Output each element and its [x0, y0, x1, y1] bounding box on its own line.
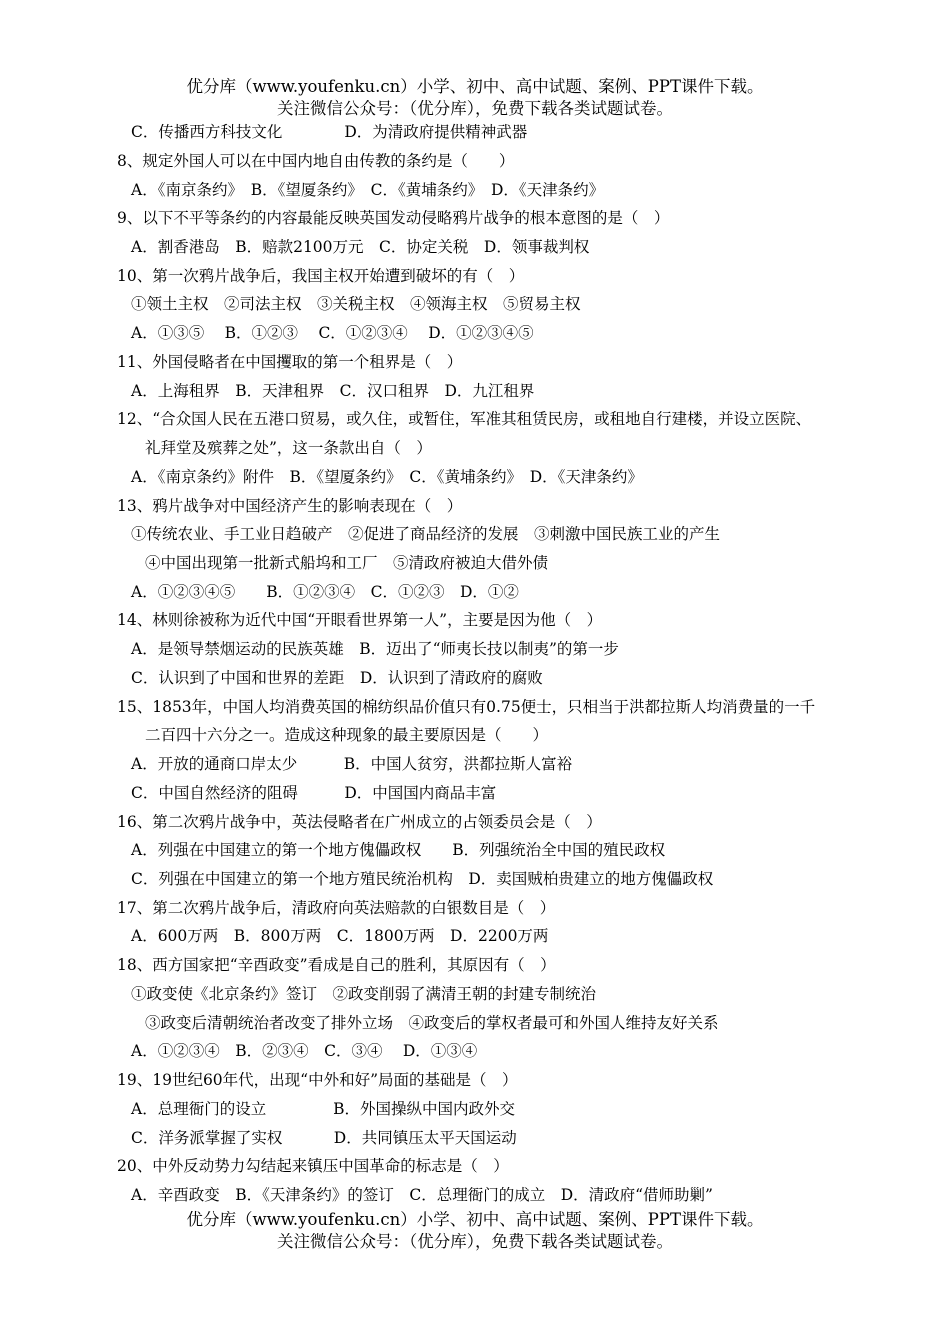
options-10: A．①③⑤ B．①②③ C．①②③④ D．①②③④⑤	[131, 324, 534, 342]
options-19b: C．洋务派掌握了实权 D．共同镇压太平天国运动	[131, 1129, 517, 1147]
options-13: A．①②③④⑤ B．①②③④ C．①②③ D．①②	[131, 583, 519, 601]
items-18a: ①政变使《北京条约》签订 ②政变削弱了满清王朝的封建专制统治	[131, 985, 597, 1003]
option-line: C．传播西方科技文化 D．为清政府提供精神武器	[131, 123, 528, 141]
options-18: A．①②③④ B．②③④ C．③④ D．①③④	[131, 1042, 478, 1060]
question-19: 19、19世纪60年代，出现“中外和好”局面的基础是（ ）	[117, 1071, 518, 1089]
question-15: 15、1853年，中国人均消费英国的棉纺织品价值只有0.75便士，只相当于洪都拉斯人均消费量的一千	[117, 698, 816, 716]
question-17: 17、第二次鸦片战争后，清政府向英法赔款的白银数目是（ ）	[117, 899, 556, 917]
question-8: 8、规定外国人可以在中国内地自由传教的条约是（ ）	[117, 152, 515, 170]
question-13: 13、鸦片战争对中国经济产生的影响表现在（ ）	[117, 497, 463, 515]
options-16b: C．列强在中国建立的第一个地方殖民统治机构 D．卖国贼柏贵建立的地方傀儡政权	[131, 870, 714, 888]
options-12: A．《南京条约》附件 B．《望厦条约》 C．《黄埔条约》 D．《天津条约》	[131, 468, 643, 486]
question-14: 14、林则徐被称为近代中国“开眼看世界第一人”，主要是因为他（ ）	[117, 611, 603, 629]
options-8: A．《南京条约》 B．《望厦条约》 C．《黄埔条约》 D．《天津条约》	[131, 181, 605, 199]
options-14b: C．认识到了中国和世界的差距 D．认识到了清政府的腐败	[131, 669, 543, 687]
question-18: 18、西方国家把“辛酉政变”看成是自己的胜利，其原因有（ ）	[117, 956, 556, 974]
question-9: 9、以下不平等条约的内容最能反映英国发动侵略鸦片战争的根本意图的是（ ）	[117, 209, 670, 227]
options-16a: A．列强在中国建立的第一个地方傀儡政权 B．列强统治全中国的殖民政权	[131, 841, 666, 859]
options-14a: A．是领导禁烟运动的民族英雄 B．迈出了“师夷长技以制夷”的第一步	[131, 640, 619, 658]
question-16: 16、第二次鸦片战争中，英法侵略者在广州成立的占领委员会是（ ）	[117, 813, 602, 831]
items-18b: ③政变后清朝统治者改变了排外立场 ④政变后的掌权者最可和外国人维持友好关系	[145, 1014, 719, 1032]
items-10: ①领土主权 ②司法主权 ③关税主权 ④领海主权 ⑤贸易主权	[131, 295, 581, 313]
question-15-cont: 二百四十六分之一。造成这种现象的最主要原因是（ ）	[145, 726, 549, 744]
options-15b: C．中国自然经济的阻碍 D．中国国内商品丰富	[131, 784, 497, 802]
options-20: A．辛酉政变 B．《天津条约》的签订 C．总理衙门的成立 D．清政府“借师助剿”	[131, 1186, 713, 1204]
question-10: 10、第一次鸦片战争后，我国主权开始遭到破坏的有（ ）	[117, 267, 525, 285]
options-15a: A．开放的通商口岸太少 B．中国人贫穷，洪都拉斯人富裕	[131, 755, 573, 773]
options-17: A．600万两 B．800万两 C．1800万两 D．2200万两	[131, 927, 549, 945]
question-20: 20、中外反动势力勾结起来镇压中国革命的标志是（ ）	[117, 1157, 509, 1175]
options-11: A．上海租界 B．天津租界 C．汉口租界 D．九江租界	[131, 382, 535, 400]
header-line-2: 关注微信公众号：（优分库），免费下载各类试题试卷。	[277, 99, 673, 118]
options-9: A．割香港岛 B．赔款2100万元 C．协定关税 D．领事裁判权	[131, 238, 590, 256]
options-19a: A．总理衙门的设立 B．外国操纵中国内政外交	[131, 1100, 516, 1118]
question-12: 12、“合众国人民在五港口贸易，或久住，或暂住，军准其租赁民房，或租地自行建楼，并设立医院、	[117, 410, 812, 428]
header-line-1: 优分库（www.youfenku.cn）小学、初中、高中试题、案例、PPT课件下载。	[186, 77, 764, 96]
footer-line-1: 优分库（www.youfenku.cn）小学、初中、高中试题、案例、PPT课件下载。	[186, 1210, 764, 1229]
question-11: 11、外国侵略者在中国攫取的第一个租界是（ ）	[117, 353, 463, 371]
items-13b: ④中国出现第一批新式船坞和工厂 ⑤清政府被迫大借外债	[145, 554, 549, 572]
items-13a: ①传统农业、手工业日趋破产 ②促进了商品经济的发展 ③刺激中国民族工业的产生	[131, 525, 721, 543]
footer-line-2: 关注微信公众号：（优分库），免费下载各类试题试卷。	[277, 1232, 673, 1251]
question-12-cont: 礼拜堂及殡葬之处”，这一条款出自（ ）	[145, 439, 432, 457]
